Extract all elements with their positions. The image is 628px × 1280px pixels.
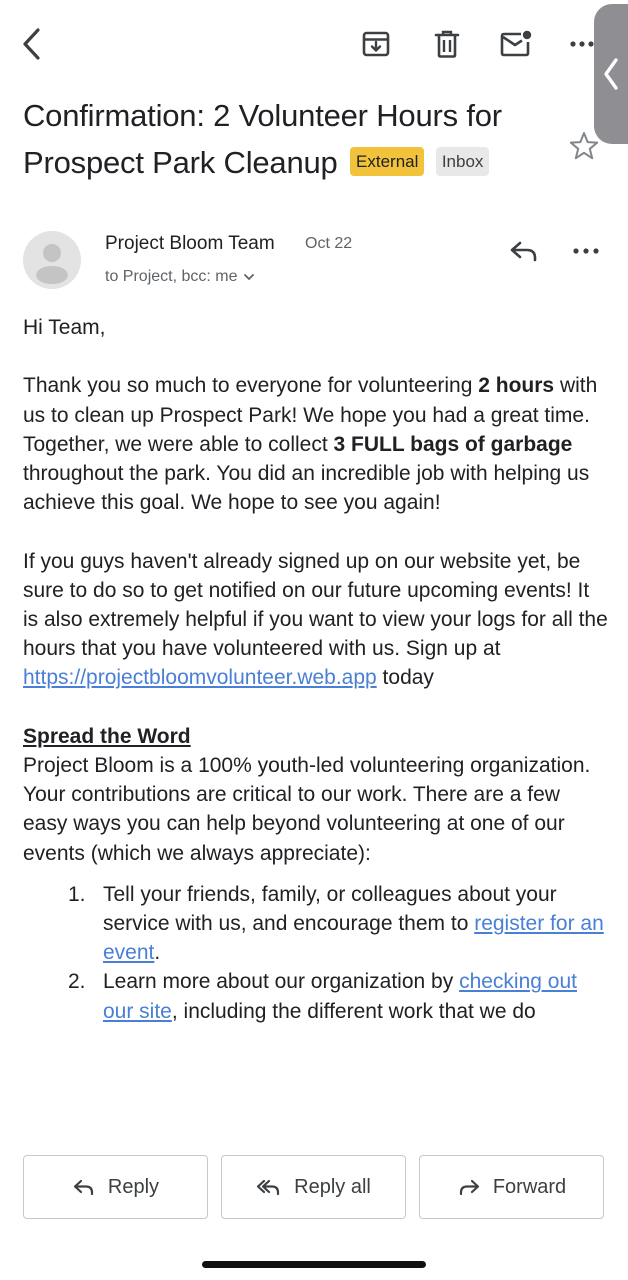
recipients-text: to Project, bcc: me [105, 268, 238, 285]
message-more-button[interactable] [566, 229, 606, 273]
text-run: , including the different work that we do [171, 999, 536, 1023]
side-panel-handle[interactable] [594, 4, 628, 144]
bold-text: 3 FULL bags of garbage [333, 432, 573, 456]
email-date: Oct 22 [305, 235, 353, 252]
text-run: . [154, 941, 161, 965]
text-run: Tell your friends, family, or colleagues about your service with us, and encourage them to [103, 882, 557, 936]
bold-text: 2 hours [478, 374, 555, 398]
sender-name[interactable]: Project Bloom Team [105, 233, 275, 254]
trash-icon [433, 29, 461, 59]
chevron-left-icon [603, 57, 619, 91]
text-run: Thank you so much to everyone for volunteering [23, 374, 479, 398]
forward-label: Forward [492, 1175, 567, 1198]
forward-icon [457, 1177, 481, 1197]
action-list [23, 880, 608, 1026]
recipients-toggle[interactable] [105, 268, 255, 286]
body-paragraph-3: Project Bloom is a 100% youth-led volunteering organization. Your contributions are critical to our work. There are a few easy ways you can help beyond volunteering at one of our events (which we always appreciate): [23, 754, 591, 865]
reply-all-label: Reply all [294, 1175, 371, 1198]
default-avatar-icon [23, 231, 81, 289]
section-title: Spread the Word [23, 724, 191, 748]
star-outline-icon [568, 130, 600, 162]
text-run: today [376, 666, 434, 690]
archive-button[interactable] [354, 22, 398, 66]
more-horizontal-icon [573, 247, 599, 255]
signup-link[interactable]: https://projectbloomvolunteer.web.app [23, 666, 377, 690]
register-event-link[interactable]: register for an event [103, 912, 604, 965]
home-indicator[interactable] [202, 1261, 426, 1268]
star-button[interactable] [566, 128, 602, 164]
email-body [23, 313, 608, 1143]
external-label-badge: External [350, 147, 424, 176]
back-button[interactable] [10, 22, 54, 66]
list-number: 2. [68, 970, 86, 994]
archive-icon [361, 29, 391, 59]
reply-all-button[interactable] [221, 1155, 406, 1219]
reply-actions-bar [0, 1155, 628, 1219]
forward-button[interactable] [419, 1155, 604, 1219]
reply-button[interactable] [23, 1155, 208, 1219]
text-run: Learn more about our organization by [103, 970, 460, 994]
list-item [68, 880, 608, 968]
reply-label: Reply [107, 1175, 160, 1198]
greeting: Hi Team, [23, 316, 106, 339]
list-number: 1. [68, 882, 86, 906]
email-subject [23, 92, 583, 186]
text-run: throughout the park. You did an incredible job with helping us achieve this goal. We hope to see you again! [23, 462, 590, 515]
back-arrow-icon [20, 27, 44, 61]
reply-icon [72, 1177, 96, 1197]
list-item [68, 967, 608, 1025]
avatar[interactable] [23, 231, 81, 289]
body-paragraph-1 [23, 371, 608, 517]
text-run: with us to clean up Prospect Park! We hope you had a great time. Together, we were able to collect [23, 374, 598, 456]
inbox-label-badge[interactable]: Inbox [436, 147, 490, 176]
reply-all-icon [256, 1177, 282, 1197]
body-paragraph-2 [23, 547, 608, 693]
reply-icon [509, 239, 539, 263]
mark-unread-icon [499, 29, 533, 59]
top-toolbar [0, 0, 628, 90]
text-run: If you guys haven't already signed up on our website yet, be sure to do so to get notified on our future upcoming events! It is also extremely helpful if you want to view your logs for all the hours that you have volunteered with us. Sign up at [23, 549, 608, 661]
delete-button[interactable] [425, 22, 469, 66]
sender-row [0, 225, 628, 295]
mark-unread-button[interactable] [494, 22, 538, 66]
subject-text: Confirmation: 2 Volunteer Hours for Prospect Park Cleanup [23, 98, 502, 180]
site-link[interactable]: checking out our site [103, 970, 577, 1023]
chevron-down-icon [243, 273, 255, 281]
more-horizontal-icon [570, 40, 594, 48]
reply-quick-button[interactable] [502, 229, 546, 273]
